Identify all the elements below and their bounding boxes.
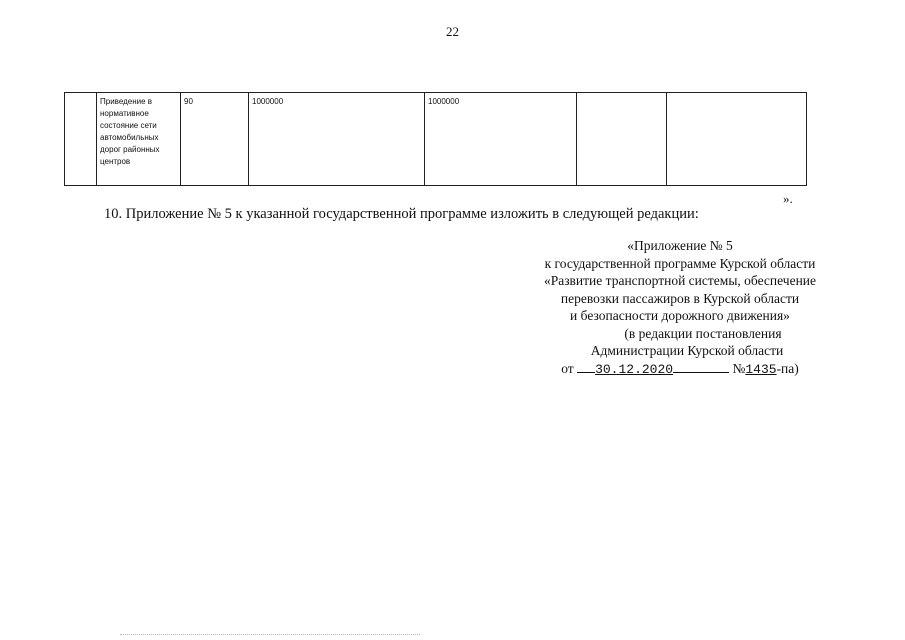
table-cell-amount: 1000000 [425,93,577,186]
decree-reference [500,360,860,379]
closing-quote: ». [783,191,793,206]
number-suffix: -па) [776,360,799,376]
table-cell-empty [65,93,97,186]
scan-artifact-line [120,634,420,636]
page-number: 22 [446,24,459,39]
underline-blank [577,360,595,373]
appendix-line: к государственной программе Курской области [544,255,816,271]
appendix-line: «Развитие транспортной системы, обеспечение [543,273,817,288]
number-label: № [732,360,746,376]
table-cell-empty-2 [577,93,667,186]
appendix-line: перевозки пассажиров в Курской области [560,290,800,306]
appendix-line: и безопасности дорожного движения» [570,308,790,323]
underline-blank [673,360,729,373]
edition-authority: Администрации Курской области [590,343,784,358]
appendix-title: «Приложение № 5 [627,238,733,253]
appendix-header [500,237,860,378]
table-cell-amount-total: 1000000 [249,93,425,186]
budget-table [64,92,807,186]
from-label: от [561,360,574,376]
decree-number: 1435 [745,361,777,377]
table-cell-empty-3 [667,93,807,186]
table-cell-code: 90 [181,93,249,186]
table-cell-event-name: Приведение в нормативное состояние сети автомобильных дорог районных центров [97,93,181,186]
item-10-text: 10. Приложение № 5 к указанной государственной программе изложить в следующей редакции: [104,206,699,222]
table-row [65,93,807,186]
edition-note: (в редакции постановления [624,325,782,341]
decree-date: 30.12.2020 [595,361,674,377]
